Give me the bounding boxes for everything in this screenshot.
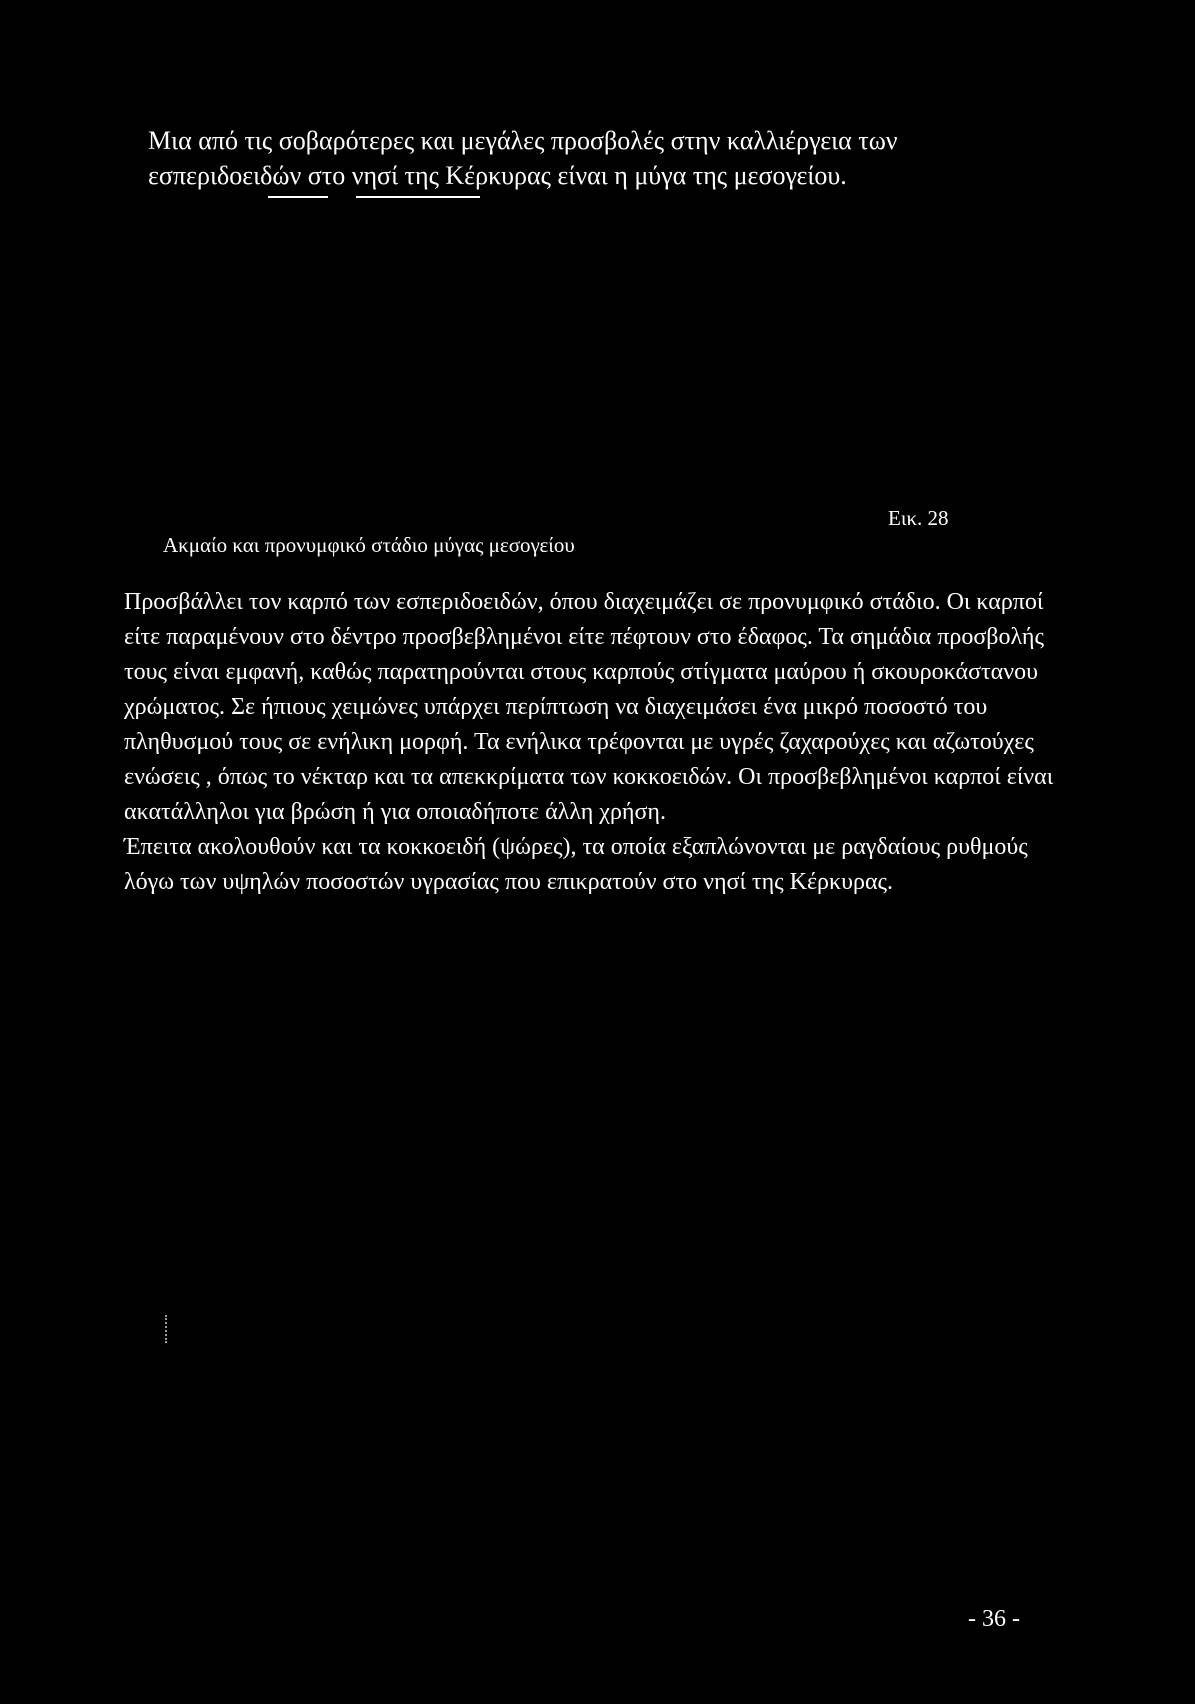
- intro-text: [148, 123, 1048, 193]
- paragraph: Προσβάλλει τον καρπό των εσπεριδοειδών, όπου διαχειμάζει σε προνυμφικό στάδιο. Οι καρποί είτε παραμένουν στο δέντρο προσβεβλημένοι είτε πέφτουν στο έδαφος. Τα σημάδια προσβολής τους είναι εμφανή, καθώς παρατηρούνται στους καρπούς στίγματα μαύρου ή σκουροκάστανου χρώματος. Σε ήπιους χειμώνες υπάρχει περίπτωση να διαχειμάσει ένα μικρό ποσοστό του πληθυσμού τους σε ενήλικη μορφή. Τα ενήλικα τρέφονται με υγρές ζαχαρούχες και αζωτούχες ενώσεις , όπως το νέκταρ και τα απεκκρίματα των κοκκοειδών. Οι προσβεβλημένοι καρποί είναι ακατάλληλοι για βρώση ή για οποιαδήποτε άλλη χρήση.: [124, 589, 1054, 825]
- scan-marks: [165, 1315, 170, 1343]
- paragraph: Έπειτα ακολουθούν και τα κοκκοειδή (ψώρες), τα οποία εξαπλώνονται με ραγδαίους ρυθμούς λόγω των υψηλών ποσοστών υγρασίας που επικρατούν στο νησί της Κέρκυρας.: [124, 834, 1028, 895]
- figure-caption: Ακμαίο και προνυμφικό στάδιο μύγας μεσογείου: [163, 533, 575, 557]
- body-text: [124, 585, 1074, 900]
- page-number: - 36 -: [968, 1606, 1020, 1632]
- intro-line-1: Μια από τις σοβαρότερες και μεγάλες προσβολές στην καλλιέργεια των: [148, 126, 898, 155]
- divider-line: [356, 196, 480, 198]
- figure-label: Εικ. 28: [888, 506, 949, 530]
- divider-line: [268, 196, 328, 198]
- intro-line-2: εσπεριδοειδών στο νησί της Κέρκυρας είναι η μύγα της μεσογείου.: [148, 161, 847, 190]
